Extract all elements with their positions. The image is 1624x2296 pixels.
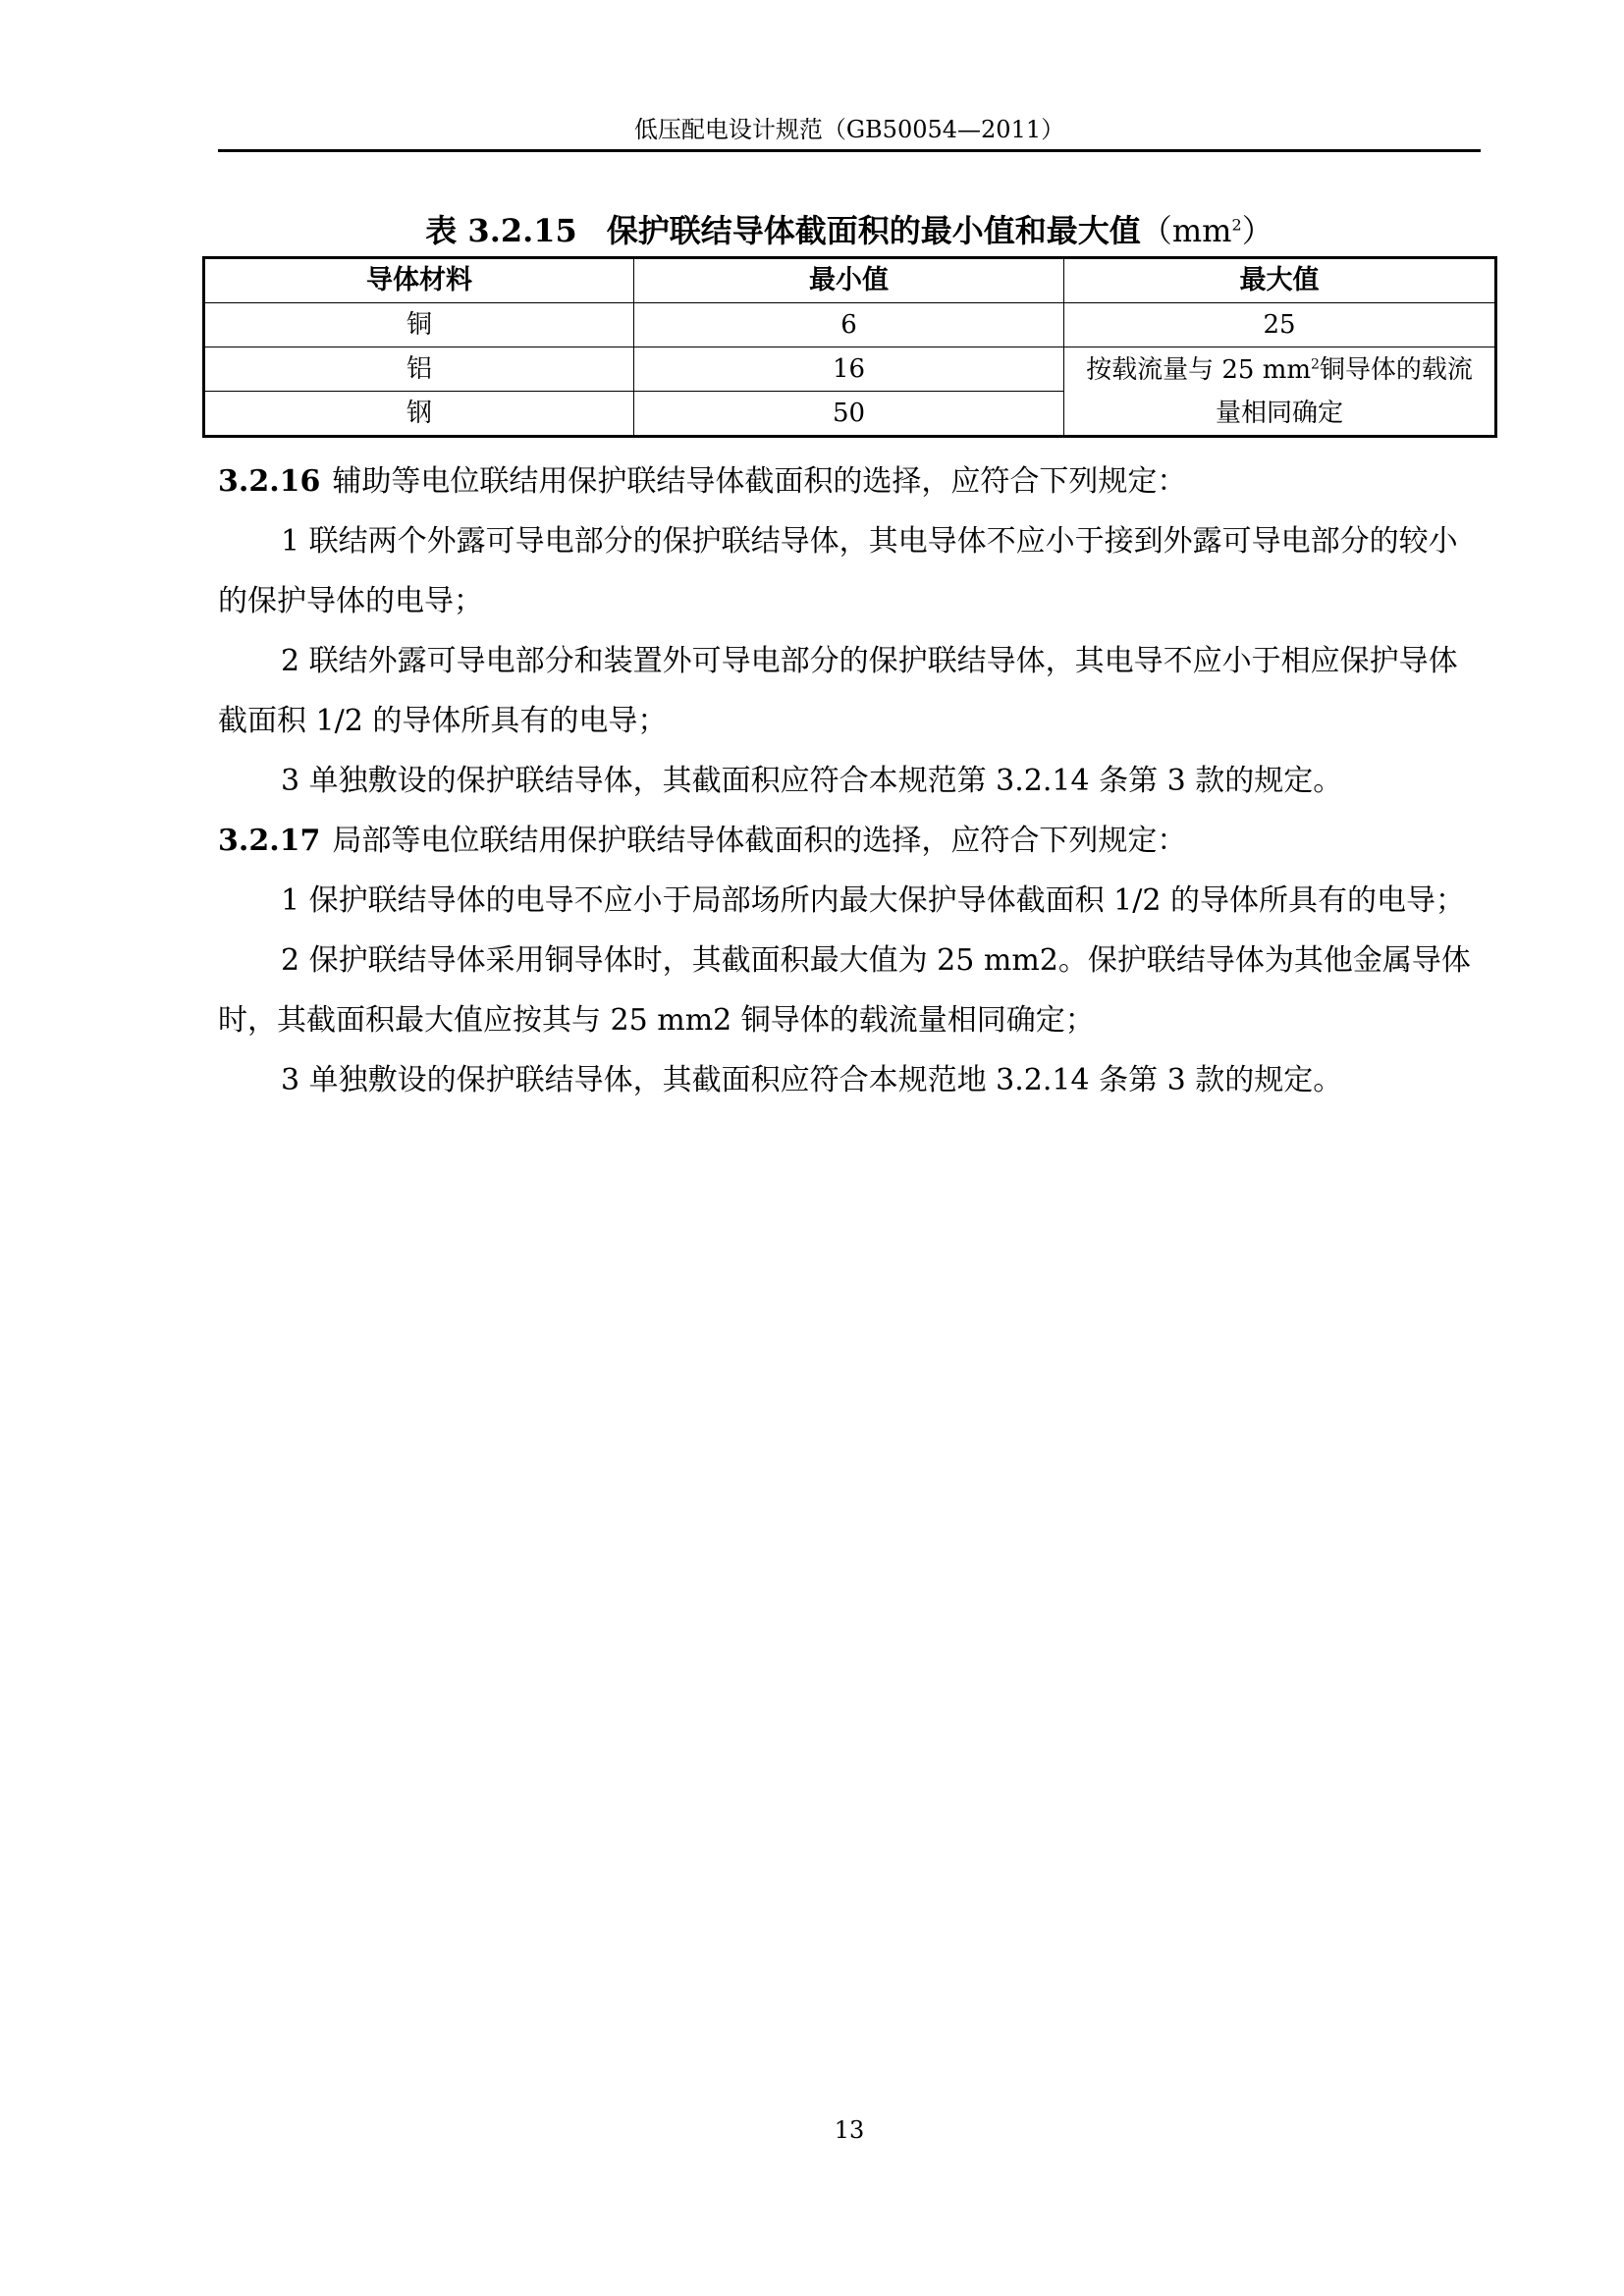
clause-item: 1 保护联结导体的电导不应小于局部场所内最大保护导体截面积 1/2 的导体所具有的电导； (281, 883, 1465, 918)
column-header-material: 导体材料 (204, 258, 634, 303)
cell-material: 铜 (204, 303, 634, 347)
cell-min: 50 (634, 392, 1064, 437)
column-header-min: 最小值 (634, 258, 1064, 303)
clause-3-2-16 (218, 452, 1481, 511)
cell-material: 钢 (204, 392, 634, 437)
table-header-row (204, 258, 1496, 303)
merged-line-2: 量相同确定 (1215, 398, 1343, 428)
table-unit: $(mm^2)$ (1140, 212, 1273, 249)
cell-max-merged (1064, 347, 1496, 437)
table-number: 表 3.2.15 (425, 212, 577, 249)
cell-min: 6 (634, 303, 1064, 347)
column-header-max: 最大值 (1064, 258, 1496, 303)
clause-text: 局部等电位联结用保护联结导体截面积的选择，应符合下列规定： (332, 824, 1187, 858)
cell-max: 25 (1064, 303, 1496, 347)
page-number: 13 (834, 2116, 865, 2144)
clause-3-2-17 (218, 811, 1481, 871)
table-row (204, 303, 1496, 347)
table-caption: 保护联结导体截面积的最小值和最大值 (606, 212, 1141, 249)
body-text (218, 452, 1481, 1110)
table-title (218, 208, 1481, 253)
table-row (204, 347, 1496, 392)
clause-item: 3 单独敷设的保护联结导体，其截面积应符合本规范地 3.2.14 条第 3 款的规定。 (281, 1063, 1343, 1097)
merged-line-1: 按载流量与 25 $mm^2$铜导体的载流 (1086, 354, 1473, 385)
clause-number: 3.2.16 (218, 464, 321, 499)
clause-item: 1 联结两个外露可导电部分的保护联结导体，其电导体不应小于接到外露可导电部分的较小的保护导体的电导； (218, 524, 1458, 618)
conductor-table (202, 256, 1497, 438)
cell-material: 铝 (204, 347, 634, 392)
header-rule (218, 149, 1481, 152)
clause-text: 辅助等电位联结用保护联结导体截面积的选择，应符合下列规定： (332, 464, 1187, 499)
clause-item: 3 单独敷设的保护联结导体，其截面积应符合本规范第 3.2.14 条第 3 款的规定。 (281, 764, 1343, 798)
clause-item: 2 联结外露可导电部分和装置外可导电部分的保护联结导体，其电导不应小于相应保护导体截面积 1/2 的导体所具有的电导； (218, 644, 1458, 738)
cell-min: 16 (634, 347, 1064, 392)
clause-number: 3.2.17 (218, 824, 321, 858)
clause-item: 2 保护联结导体采用铜导体时，其截面积最大值为 25 mm2。保护联结导体为其他金属导体时，其截面积最大值应按其与 25 mm2 铜导体的载流量相同确定； (218, 943, 1471, 1038)
running-header: 低压配电设计规范（GB50054—2011） (633, 116, 1065, 143)
